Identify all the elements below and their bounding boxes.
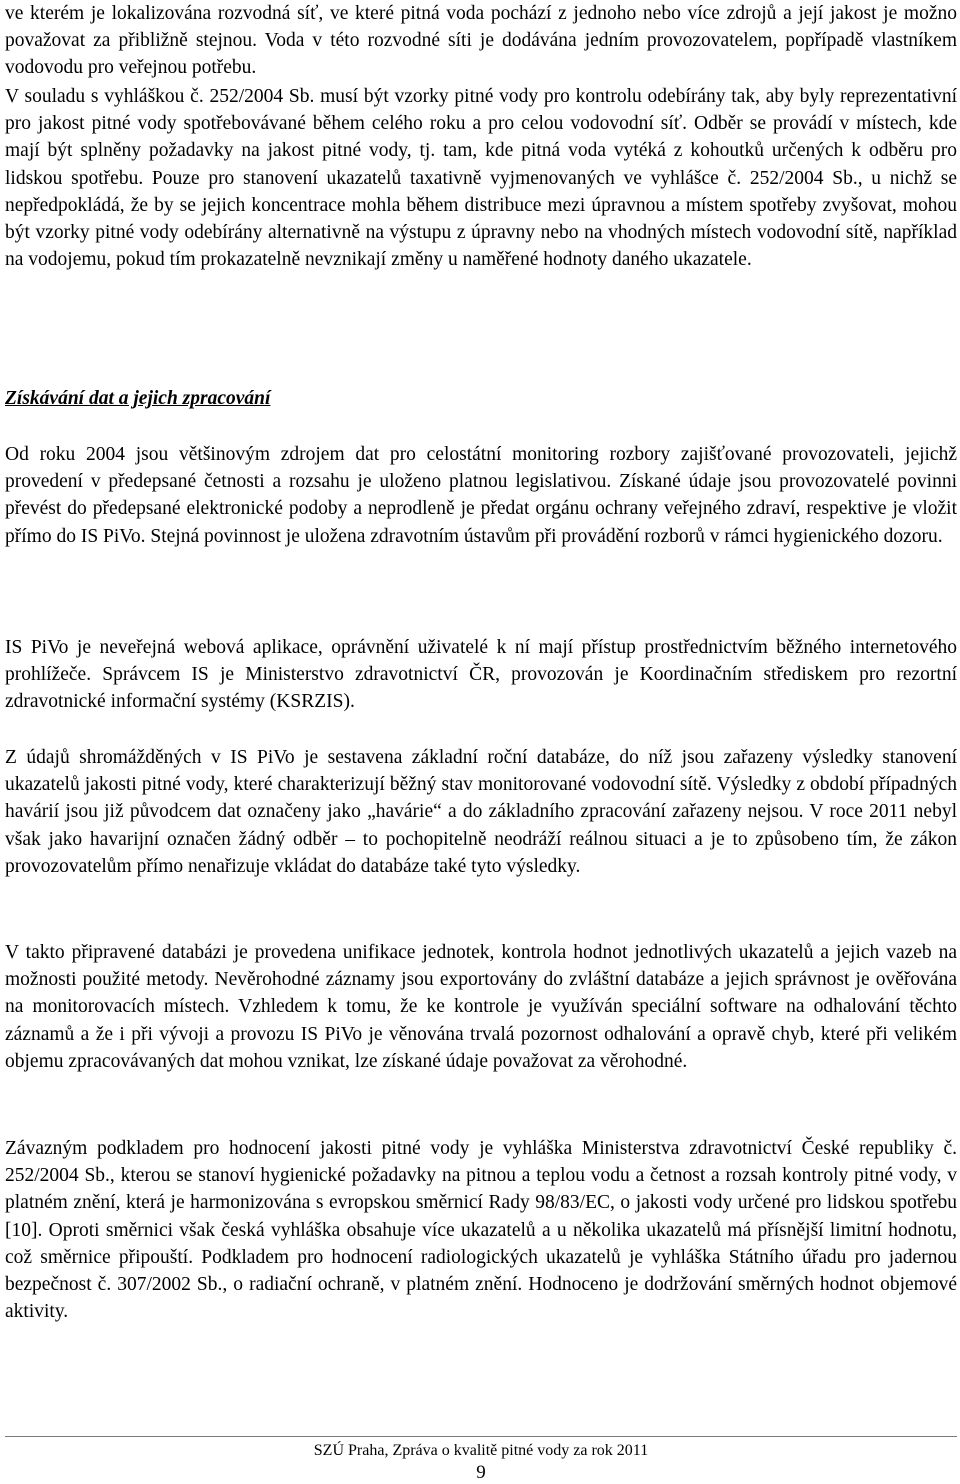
- paragraph-legal-basis: Závazným podkladem pro hodnocení jakosti pitné vody je vyhláška Ministerstva zdravotnictví České republiky č. 252/2004 Sb., kterou se stanoví hygienické požadavky na pitnou a teplou vodu a četnost a rozsah kontroly pitné vody, v platném znění, která je harmonizována s evropskou směrnicí Rady 98/83/EC, o jakosti vody určené pro lidskou spotřebu [10]. Oproti směrnici však česká vyhláška obsahuje více ukazatelů a u několika ukazatelů má přísnější limitní hodnotu, což směrnice připouští. Podkladem pro hodnocení radiologických ukazatelů je vyhláška Státního úřadu pro jadernou bezpečnost č. 307/2002 Sb., o radiační ochraně, v platném znění. Hodnoceno je dodržování směrných hodnot objemové aktivity.: [5, 1138, 957, 1323]
- page-number: 9: [476, 1462, 486, 1483]
- paragraph-intro-continuation: ve kterém je lokalizována rozvodná síť, ve které pitná voda pochází z jednoho nebo více zdrojů a její jakost je možno považovat za přibližně stejnou. Voda v této rozvodné síti je dodávána jedním provozovatelem, popřípadě vlastníkem vodovodu pro veřejnou potřebu.: [5, 3, 957, 79]
- paragraph-annual-database: Z údajů shromážděných v IS PiVo je sestavena základní roční databáze, do níž jsou zařazeny výsledky stanovení ukazatelů jakosti pitné vody, které charakterizují běžný stav monitorované vodovodní sítě. Výsledky z období případných havárií jsou již původcem dat označeny jako „havárie“ a do základního zpracování zařazeny nejsou. V roce 2011 nebyl však jako havarijní označen žádný odběr – to pochopitelně neodráží reálnou situaci a je to způsobeno tím, že zákon provozovatelům přímo nenařizuje vkládat do databáze také tyto výsledky.: [5, 747, 957, 877]
- paragraph-data-validation: V takto připravené databázi je provedena unifikace jednotek, kontrola hodnot jednotlivých ukazatelů a jejich vazeb na možnosti použité metody. Nevěrohodné záznamy jsou exportovány do zvláštní databáze a jejich správnost je ověřována na monitorovacích místech. Vzhledem k tomu, že ke kontrole je využíván speciální software na odhalování těchto záznamů a že i při vývoji a provozu IS PiVo je věnována trvalá pozornost odhalování a opravě chyb, které při velikém objemu zpracovávaných dat mohou vznikat, lze získané údaje považovat za věrohodné.: [5, 942, 957, 1072]
- paragraph-is-pivo: IS PiVo je neveřejná webová aplikace, oprávnění uživatelé k ní mají přístup prostřednictvím běžného internetového prohlížeče. Správcem IS je Ministerstvo zdravotnictví ČR, provozován je Koordinačním střediskem pro rezortní zdravotnické informační systémy (KSRZIS).: [5, 637, 957, 713]
- paragraph-sampling-rules: V souladu s vyhláškou č. 252/2004 Sb. musí být vzorky pitné vody pro kontrolu odebírány tak, aby byly reprezentativní pro jakost pitné vody spotřebovávané během celého roku a pro celou vodovodní síť. Odběr se provádí v místech, kde mají být splněny požadavky na jakost pitné vody, tj. tam, kde pitná voda vytéká z kohoutků určených k odběru pro lidskou spotřebu. Pouze pro stanovení ukazatelů taxativně vyjmenovaných ve vyhlášce č. 252/2004 Sb., u nichž se nepředpokládá, že by se jejich koncentrace mohla během distribuce mezi úpravnou a místem spotřeby zvyšovat, mohou být vzorky pitné vody odebírány alternativně na výstupu z úpravny nebo na vhodných místech vodovodní sítě, například na vodojemu, pokud tím prokazatelně nevznikají změny u naměřené hodnoty daného ukazatele.: [5, 86, 957, 271]
- section-heading: Získávání dat a jejich zpracování: [5, 388, 271, 409]
- footer-divider: [5, 1436, 957, 1437]
- paragraph-data-sources: Od roku 2004 jsou většinovým zdrojem dat pro celostátní monitoring rozbory zajišťované provozovateli, jejichž provedení v předepsané četnosti a rozsahu je uloženo platnou legislativou. Získané údaje jsou provozovatelé povinni převést do předepsané elektronické podoby a neprodleně je předat orgánu ochrany veřejného zdraví, respektive je vložit přímo do IS PiVo. Stejná povinnost je uložena zdravotním ústavům při provádění rozborů v rámci hygienického dozoru.: [5, 444, 957, 547]
- footer-title: SZÚ Praha, Zpráva o kvalitě pitné vody za rok 2011: [313, 1442, 649, 1459]
